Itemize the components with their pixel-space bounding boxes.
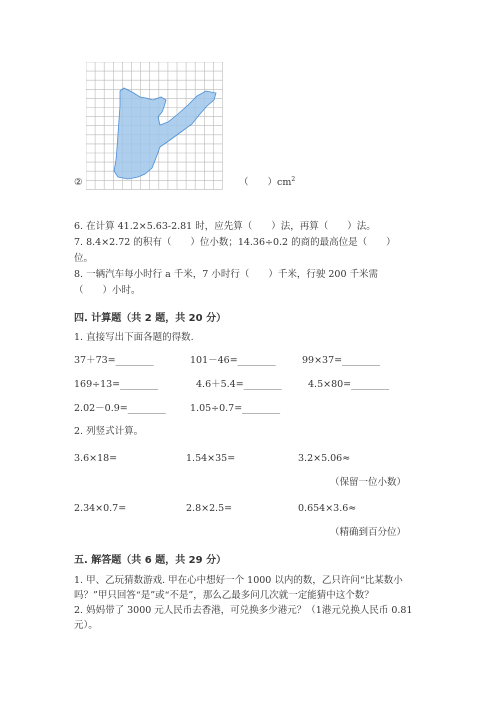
- vertical-calc-item: 2.34×0.7=: [74, 503, 127, 514]
- section5-title: 五. 解答题（共 6 题，共 29 分）: [74, 555, 227, 566]
- question-7-cont: 位。: [74, 253, 94, 264]
- problem-2-line2: 元）。: [74, 620, 98, 631]
- calc-item: 101－46=________: [190, 355, 276, 366]
- calc-item: 4.5×80=________: [308, 379, 390, 390]
- vertical-calc-item: 2.8×2.5=: [186, 503, 233, 514]
- vertical-calc-item: 1.54×35=: [186, 453, 236, 464]
- question-8: 8. 一辆汽车每小时行 a 千米，7 小时行（ ）千米，行驶 200 千米需: [74, 269, 379, 280]
- calc-item: 2.02－0.9=________: [74, 403, 166, 414]
- section4-title: 四. 计算题（共 2 题，共 20 分）: [74, 313, 227, 324]
- area-blank-text: （ ）cm: [239, 177, 292, 188]
- grid-figure: [86, 62, 223, 192]
- vertical-calc-item: 3.6×18=: [74, 453, 118, 464]
- section4-q2-title: 2. 列竖式计算。: [74, 426, 144, 437]
- calc-item: 4.6＋5.4=________: [196, 379, 282, 390]
- question-6: 6. 在计算 41.2×5.63-2.81 时，应先算（ ）法，再算（ ）法。: [74, 221, 376, 232]
- rounding-note: （精确到百分位）: [330, 527, 407, 538]
- vertical-calc-item: 3.2×5.06≈: [298, 453, 351, 464]
- problem-1-line1: 1. 甲、乙玩猜数游戏. 甲在心中想好一个 1000 以内的数，乙只许问“比某数小: [74, 575, 403, 586]
- question-8-cont: （ ）小时。: [74, 285, 141, 296]
- calc-item: 37＋73=________: [74, 355, 154, 366]
- calc-item: 169÷13=________: [74, 379, 159, 390]
- vertical-calc-item: 0.654×3.6≈: [298, 503, 357, 514]
- figure-label: ②: [74, 177, 83, 188]
- question-7: 7. 8.4×2.72 的积有（ ）位小数；14.36÷0.2 的商的最高位是（ ）: [74, 237, 396, 248]
- area-answer-blank[interactable]: [239, 177, 295, 189]
- unit-exponent: 2: [291, 175, 296, 183]
- irregular-shape: [114, 88, 216, 179]
- calc-item: 1.05÷0.7=________: [190, 403, 281, 414]
- calc-item: 99×37=________: [302, 355, 381, 366]
- rounding-note: （保留一位小数）: [330, 477, 407, 488]
- problem-2-line1: 2. 妈妈带了 3000 元人民币去香港，可兑换多少港元？（1港元兑换人民币 0.81: [74, 605, 413, 616]
- section4-q1-title: 1. 直接写出下面各题的得数.: [74, 332, 194, 343]
- problem-1-line2: 吗？”甲只回答“是”或“不是”，那么乙最多问几次就一定能猜中这个数？: [74, 590, 374, 601]
